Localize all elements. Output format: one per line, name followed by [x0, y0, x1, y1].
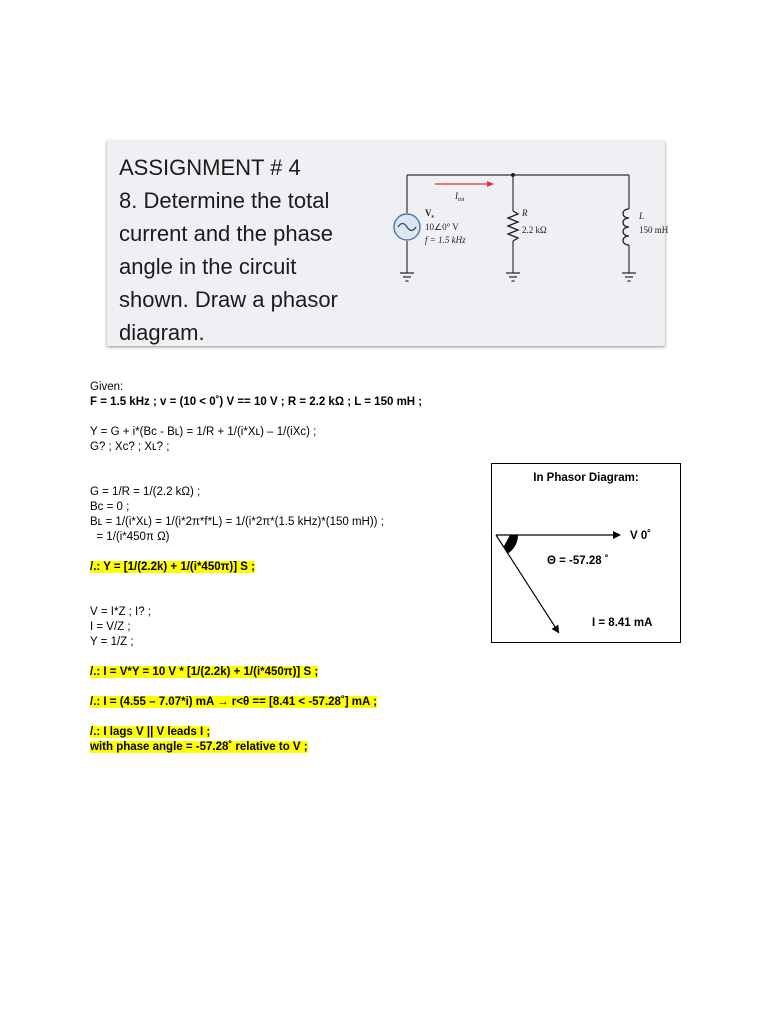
question-line: 8. Determine the total: [119, 188, 330, 213]
ground-icon: [400, 273, 414, 281]
inductive-susceptance-result: = 1/(i*450π Ω): [96, 531, 170, 543]
given-label: Given:: [90, 381, 124, 393]
voltage-phasor-label: V 0˚: [630, 530, 652, 542]
conductance-calc: G = 1/R = 1/(2.2 kΩ) ;: [90, 486, 201, 498]
capacitive-susceptance-calc: Bc = 0 ;: [90, 501, 130, 513]
phasor-diagram: [491, 463, 681, 643]
circuit-diagram: [387, 161, 669, 291]
conclusion-phase-angle: with phase angle = -57.28˚ relative to V ;: [90, 741, 308, 753]
source-frequency: f = 1.5 kHz: [425, 235, 466, 245]
current-arrow-icon: [435, 181, 494, 187]
admittance-equation: Y = 1/Z ;: [90, 636, 134, 648]
current-phasor-label: I = 8.41 mA: [592, 617, 653, 629]
solution-text: [90, 380, 422, 755]
inductor-label: L: [639, 211, 645, 221]
resistor-label: R: [522, 208, 528, 218]
junction-dot: [511, 173, 515, 177]
phasor-title: In Phasor Diagram:: [533, 472, 639, 484]
question-line: current and the phase: [119, 221, 334, 246]
assignment-question: [119, 151, 338, 349]
admittance-formula: Y = G + i*(Bc - Bʟ) = 1/R + 1/(i*Xʟ) – 1/(iXc) ;: [90, 426, 317, 438]
question-line: shown. Draw a phasor: [119, 287, 338, 312]
assignment-title: ASSIGNMENT # 4: [119, 155, 301, 180]
unknowns-line: G? ; Xc? ; Xʟ? ;: [90, 441, 170, 453]
current-label: $I_{tot}$: [455, 191, 465, 203]
phase-angle-label: Θ = -57.28 ˚: [547, 555, 609, 567]
voltage-equation: V = I*Z ; I? ;: [90, 606, 152, 618]
resistor-icon: [508, 211, 518, 241]
ac-source-icon: [394, 214, 420, 240]
source-value: 10∠0° V: [425, 222, 459, 232]
ground-icon: [506, 273, 520, 281]
conclusion-lag: /.: I lags V || V leads I ;: [90, 726, 211, 738]
current-polar-result: /.: I = (4.55 – 7.07*i) mA → r<θ == [8.41 < -57.28˚] mA ;: [90, 696, 377, 708]
question-line: diagram.: [119, 320, 205, 345]
question-line: angle in the circuit: [119, 254, 297, 279]
current-result: /.: I = V*Y = 10 V * [1/(2.2k) + 1/(i*450π)] S ;: [90, 666, 319, 678]
current-equation: I = V/Z ;: [90, 621, 131, 633]
source-label: $V_s$: [425, 208, 434, 220]
admittance-result: /.: Y = [1/(2.2k) + 1/(i*450π)] S ;: [90, 561, 255, 573]
inductive-susceptance-calc: Bʟ = 1/(i*Xʟ) = 1/(i*2π*f*L) = 1/(i*2π*(1.5 kHz)*(150 mH)) ;: [90, 516, 384, 528]
current-phasor-arrow: [496, 535, 559, 633]
ground-icon: [622, 273, 636, 281]
given-values: F = 1.5 kHz ; v = (10 < 0˚) V == 10 V ; R = 2.2 kΩ ; L = 150 mH ;: [90, 396, 423, 408]
inductor-value: 150 mH: [639, 225, 669, 235]
assignment-figure: [107, 141, 669, 346]
inductor-icon: [623, 209, 629, 245]
resistor-value: 2.2 kΩ: [522, 225, 547, 235]
